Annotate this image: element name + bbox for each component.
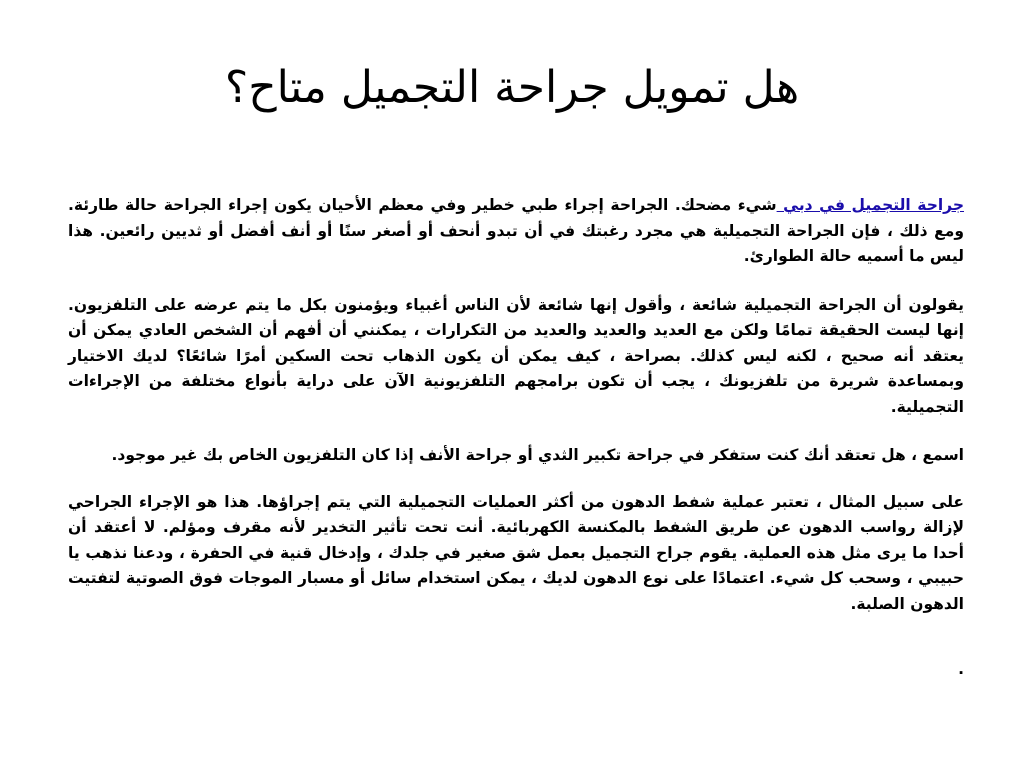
cosmetic-surgery-dubai-link[interactable]: جراحة التجميل في دبي — [776, 196, 964, 214]
paragraph-5: . — [958, 660, 964, 678]
paragraph-4: على سبيل المثال ، تعتبر عملية شفط الدهون من أكثر العمليات التجميلية التي يتم إجراؤها. هذا هو الإجراء الجراحي لإزالة رواسب الدهون عن طريق الشفط بالمكنسة الكهربائية. أنت تحت تأثير التخدير لأنه مقرف ومؤلم. لا أعتقد أن أحدا ما يرى مثل هذه العملية. يقوم جراح التجميل بعمل شق صغير في جلدك ، وإدخال قنية في الحفرة ، ودعنا نذهب يا حبيبي ، وسحب كل شيء. اعتمادًا على نوع الدهون لديك ، يمكن استخدام سائل أو مسبار الموجات فوق الصوتية لتفتيت الدهون الصلبة. — [68, 492, 964, 613]
slide-body — [68, 193, 964, 683]
paragraph-3: اسمع ، هل تعتقد أنك كنت ستفكر في جراحة تكبير الثدي أو جراحة الأنف إذا كان التلفزيون الخاص بك غير موجود. — [111, 446, 964, 464]
paragraph-2: يقولون أن الجراحة التجميلية شائعة ، وأقول إنها شائعة لأن الناس أغبياء ويؤمنون بكل ما يتم عرضه على التلفزيون. إنها ليست الحقيقة تمامًا ولكن مع العديد والعديد والعديد من التكرارات ، يمكنني أن أفهم أن الشخص العادي يمكن أن يعتقد أنه صحيح ، لكنه ليس كذلك. بصراحة ، كيف يمكن أن يكون الذهاب تحت السكين أمرًا شائعًا؟ لديك الاختيار وبمساعدة شريرة من تلفزيونك ، يجب أن تكون برامجهم التلفزيونية الآن على دراية بأنواع مختلفة من الإجراءات التجميلية. — [68, 295, 964, 416]
paragraph-1 — [68, 193, 964, 270]
slide-title: هل تمويل جراحة التجميل متاح؟ — [224, 62, 800, 113]
paragraph-1-text: شيء مضحك. الجراحة إجراء طبي خطير وفي معظم الأحيان يكون إجراء الجراحة حالة طارئة. ومع ذلك ، فإن الجراحة التجميلية هي مجرد رغبتك في أن تبدو أنحف أو أصغر سنًا أو أنف أفضل أو ثديين رائعين. هذا ليس ما أسميه حالة الطوارئ. — [68, 196, 964, 265]
